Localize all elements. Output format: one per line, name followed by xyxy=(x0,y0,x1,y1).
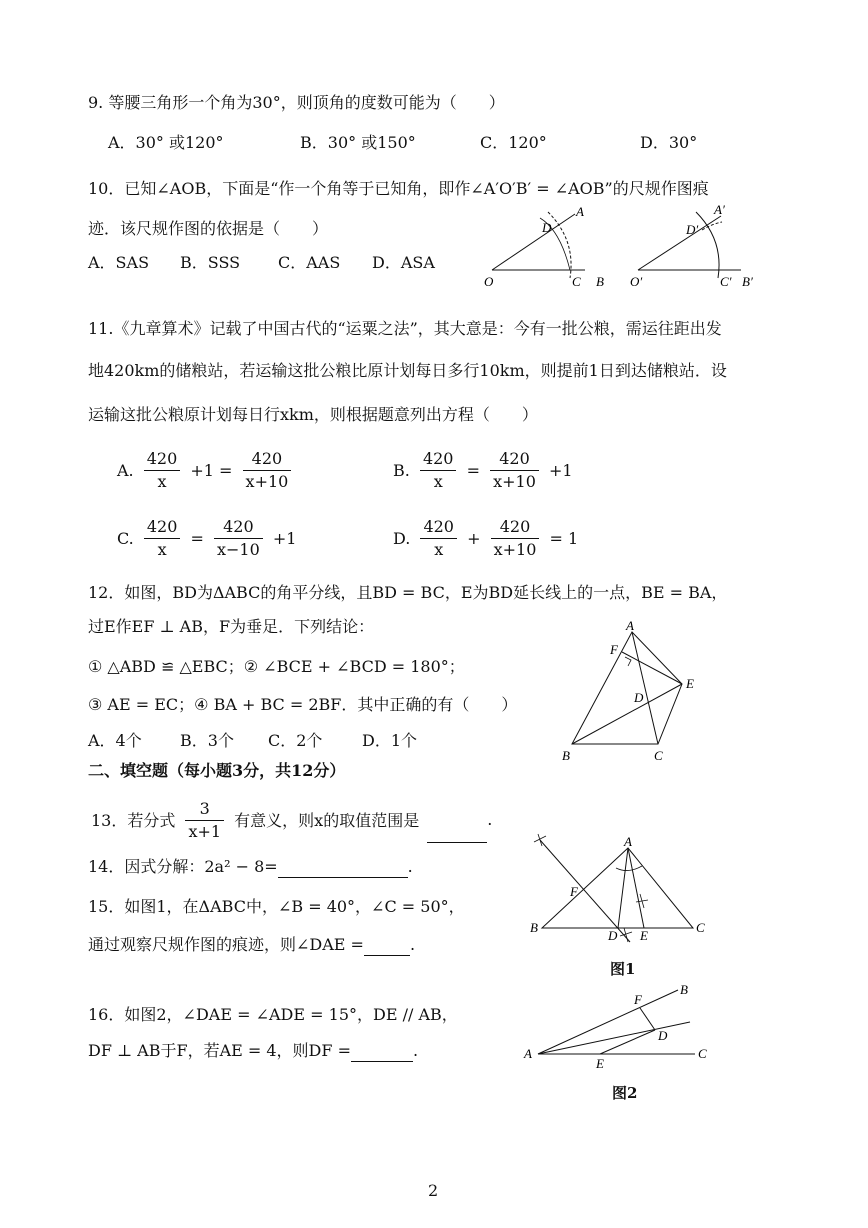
q15-label-d: D xyxy=(608,928,618,943)
q11-option-d: D. $\frac{420}{x}$ + $\frac{420}{x+10}$ = 1 xyxy=(393,517,579,559)
q9-stem: 9. 等腰三角形一个角为30°，则顶角的度数可能为（ ） xyxy=(88,93,505,112)
q13-answer-blank[interactable] xyxy=(427,824,487,843)
q16-answer-blank[interactable] xyxy=(351,1043,413,1062)
q14-line: 14．因式分解：2a² − 8= . xyxy=(88,857,413,876)
q10-option-d: D．ASA xyxy=(372,253,435,272)
q10-figure-left xyxy=(480,200,620,295)
q12-stem-line3: ① △ABD ≌ △EBC；② ∠BCE + ∠BCD = 180°； xyxy=(88,657,465,676)
q12-stem-line2: 过E作EF ⊥ AB，F为垂足．下列结论： xyxy=(88,617,375,636)
q15-label-c: C xyxy=(696,920,705,935)
frac: $\frac{420}{x}$ xyxy=(144,448,181,493)
frac: $\frac{420}{x}$ xyxy=(144,516,181,561)
q9-option-c: C．120° xyxy=(480,133,547,152)
q12-option-b: B．3个 xyxy=(180,731,234,750)
q12-option-d: D．1个 xyxy=(362,731,418,750)
q12-label-f: F xyxy=(610,642,618,657)
q16-label-d: D xyxy=(658,1028,668,1043)
q10-option-c: C．AAS xyxy=(278,253,341,272)
q11-stem-line2: 地420km的储粮站，若运输这批公粮比原计划每日多行10km，则提前1日到达储粮站．设 xyxy=(88,361,727,380)
frac: $\frac{420}{x+10}$ xyxy=(490,448,539,493)
q13-fraction: $\frac{3}{x+1}$ xyxy=(185,798,224,843)
page-number: 2 xyxy=(428,1181,439,1200)
q15-stem-line2: 通过观察尺规作图的痕迹，则∠DAE = . xyxy=(88,935,416,954)
q12-label-c: C xyxy=(654,748,663,763)
q14-answer-blank[interactable] xyxy=(278,859,408,878)
q10-right-label-b: B′ xyxy=(742,274,753,289)
q16-label-c: C xyxy=(698,1046,707,1061)
q15-label-f: F xyxy=(570,884,578,899)
frac: $\frac{420}{x}$ xyxy=(420,516,457,561)
q15-answer-blank[interactable] xyxy=(364,937,410,956)
q12-stem-line4: ③ AE = EC；④ BA + BC = 2BF．其中正确的有（ ） xyxy=(88,695,518,714)
q10-figure-right xyxy=(626,200,766,295)
q10-option-b: B．SSS xyxy=(180,253,241,272)
q16-label-b: B xyxy=(680,982,688,997)
q11-stem-line3: 运输这批公粮原计划每日行xkm，则根据题意列出方程（ ） xyxy=(88,405,538,424)
q16-label-e: E xyxy=(596,1056,604,1071)
q10-right-label-d: D′ xyxy=(686,222,699,237)
q10-right-label-o: O′ xyxy=(630,274,643,289)
q12-label-e: E xyxy=(686,676,694,691)
q12-option-a: A．4个 xyxy=(88,731,142,750)
q16-label-f: F xyxy=(634,992,642,1007)
q10-left-label-o: O xyxy=(484,274,494,289)
q12-stem-line1: 12．如图，BD为ΔABC的角平分线，且BD = BC，E为BD延长线上的一点，BE = BA， xyxy=(88,583,728,602)
q10-stem-line2: 迹．该尺规作图的依据是（ ） xyxy=(88,219,329,238)
q10-right-label-c: C′ xyxy=(720,274,732,289)
q16-label-a: A xyxy=(524,1046,532,1061)
q9-option-a: A．30° 或120° xyxy=(108,133,224,152)
q11-option-c: C. $\frac{420}{x}$ = $\frac{420}{x-10}$ +1 xyxy=(117,517,297,559)
q16-stem-line2: DF ⊥ AB于F，若AE = 4，则DF = . xyxy=(88,1041,419,1060)
frac: $\frac{420}{x-10}$ xyxy=(214,516,263,561)
q13-line: 13．若分式 $\frac{3}{x+1}$ 有意义，则x的取值范围是 . xyxy=(91,799,493,841)
q15-stem-line1: 15．如图1，在ΔABC中，∠B = 40°，∠C = 50°， xyxy=(88,897,465,916)
q10-right-label-a: A′ xyxy=(714,202,725,217)
q12-label-d: D xyxy=(634,690,644,705)
q10-option-a: A．SAS xyxy=(88,253,150,272)
q9-option-d: D．30° xyxy=(640,133,698,152)
q11-stem-line1: 11.《九章算术》记载了中国古代的“运粟之法”，其大意是：今有一批公粮，需运往距出发 xyxy=(88,319,722,338)
frac: $\frac{420}{x+10}$ xyxy=(491,516,540,561)
q12-option-c: C．2个 xyxy=(268,731,323,750)
q9-option-b: B．30° 或150° xyxy=(300,133,416,152)
q12-label-b: B xyxy=(562,748,570,763)
q15-label-a: A xyxy=(624,834,632,849)
q12-label-a: A xyxy=(626,618,634,633)
q10-left-label-c: C xyxy=(572,274,581,289)
q16-figure-caption: 图2 xyxy=(612,1084,638,1102)
q12-figure xyxy=(560,618,700,767)
q11-option-b: B. $\frac{420}{x}$ = $\frac{420}{x+10}$ +1 xyxy=(393,449,573,491)
q11-option-a: A. $\frac{420}{x}$ +1 = $\frac{420}{x+10}$ xyxy=(114,448,293,493)
q15-figure xyxy=(528,832,713,952)
frac: $\frac{420}{x}$ xyxy=(420,448,457,493)
q10-left-label-d: D xyxy=(542,220,552,235)
frac: $\frac{420}{x+10}$ xyxy=(243,448,292,493)
section2-title: 二、填空题（每小题3分，共12分） xyxy=(88,761,346,780)
q10-stem-line1: 10．已知∠AOB，下面是“作一个角等于已知角，即作∠A′O′B′ = ∠AOB”的尺规作图痕 xyxy=(88,179,709,198)
q15-label-e: E xyxy=(640,928,648,943)
q10-left-label-a: A xyxy=(576,204,584,219)
q15-label-b: B xyxy=(530,920,538,935)
q15-figure-caption: 图1 xyxy=(610,960,636,978)
q10-left-label-b: B xyxy=(596,274,604,289)
q16-stem-line1: 16．如图2，∠DAE = ∠ADE = 15°，DE // AB， xyxy=(88,1005,458,1024)
q16-figure xyxy=(520,984,720,1069)
